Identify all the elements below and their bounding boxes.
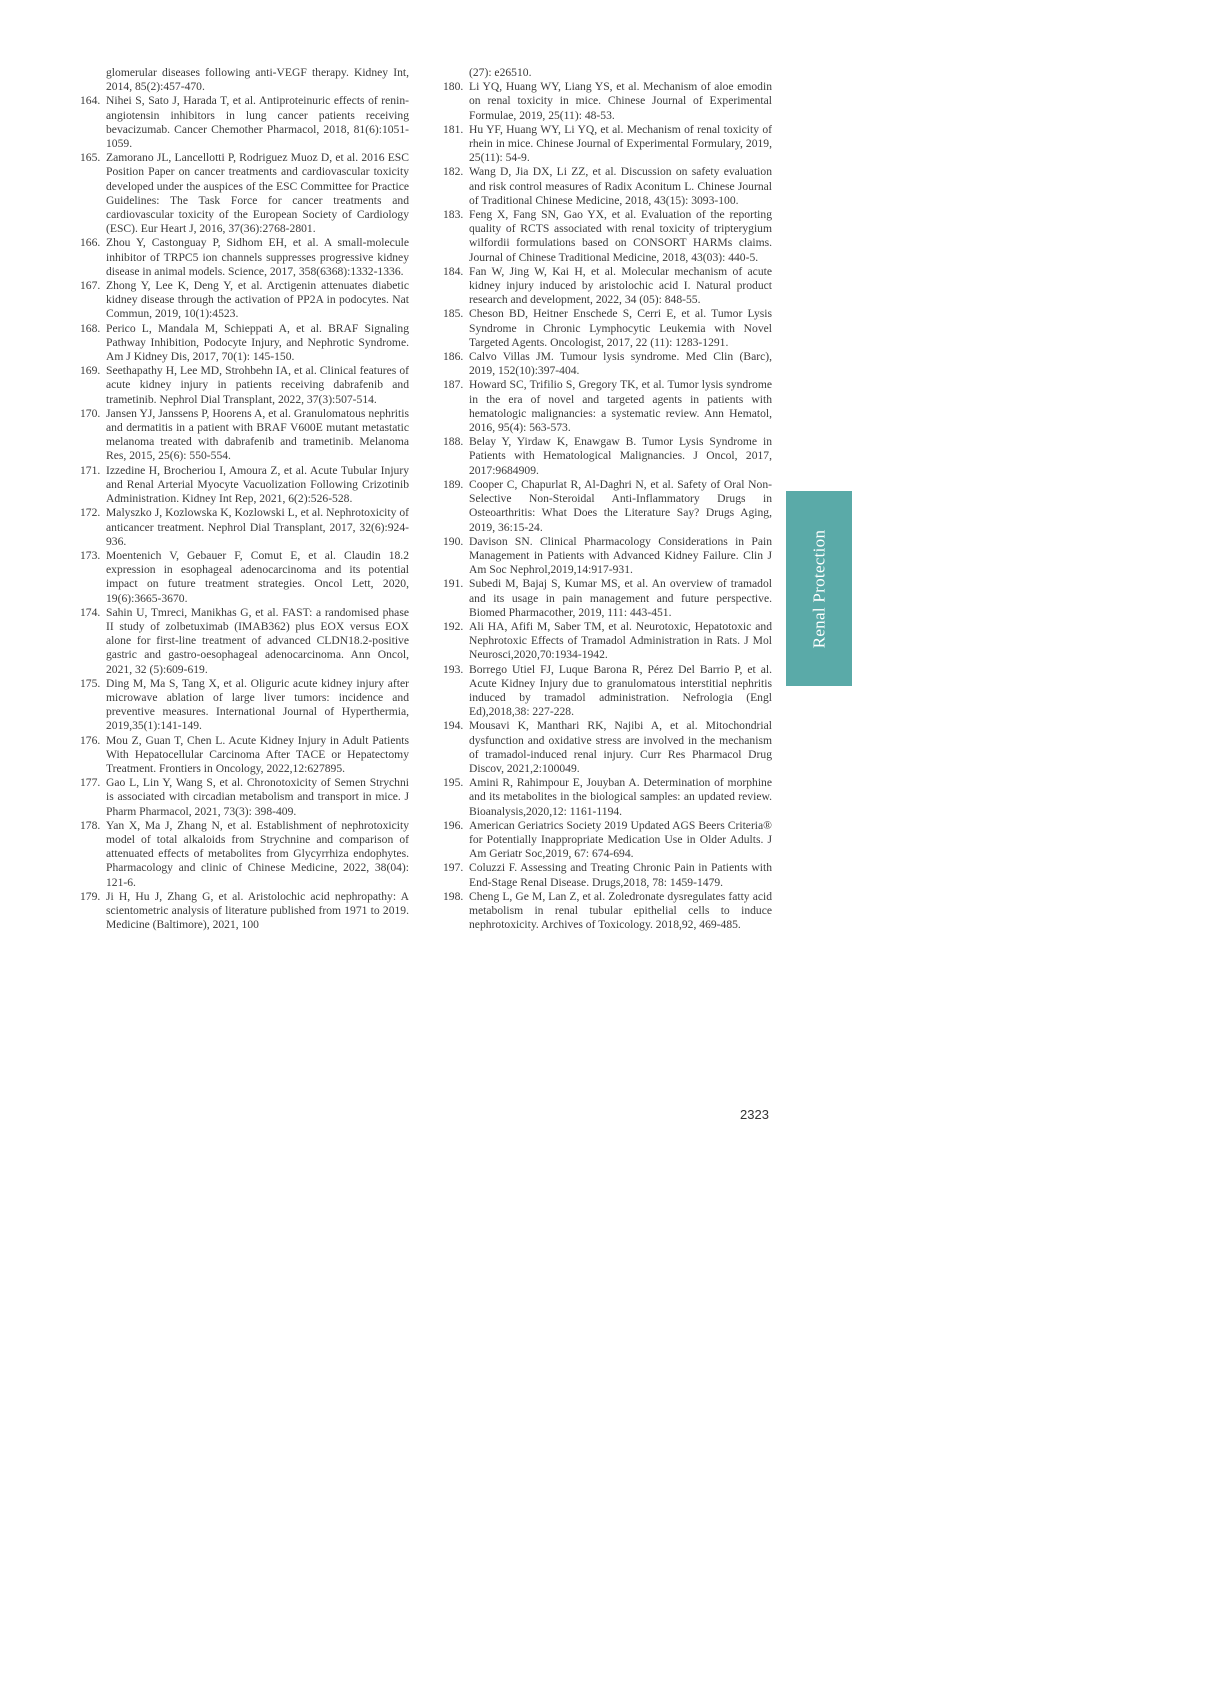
reference-item <box>443 435 772 478</box>
reference-item <box>443 889 772 933</box>
reference-number: 166. <box>80 236 101 250</box>
reference-item <box>80 94 409 151</box>
reference-item <box>80 236 409 279</box>
reference-item <box>80 463 409 507</box>
reference-number: 197. <box>443 861 464 875</box>
reference-text: Mousavi K, Manthari RK, Najibi A, et al. Mitochondrial dysfunction and oxidative stress are involved in the mechanism of tramadol-induced renal injury. Curr Res Pharmacol Drug Discov, 2021,2:100049. <box>469 719 772 775</box>
reference-text: Ali HA, Afifi M, Saber TM, et al. Neurotoxic, Hepatotoxic and Nephrotoxic Effects of Tramadol Administration in Rats. J Mol Neurosci,2020,70:1934-1942. <box>469 619 772 662</box>
reference-number: 181. <box>443 122 464 136</box>
reference-item <box>443 477 772 535</box>
reference-item <box>443 350 772 378</box>
reference-text: Wang D, Jia DX, Li ZZ, et al. Discussion on safety evaluation and risk control measures of Radix Aconitum L. Chinese Journal of Traditional Chinese Medicine, 2018, 43(15): 3093-100. <box>469 165 772 207</box>
reference-number: 185. <box>443 307 464 321</box>
reference-item <box>80 279 409 322</box>
reference-text: Zhong Y, Lee K, Deng Y, et al. Arctigenin attenuates diabetic kidney disease through the activation of PP2A in podocytes. Nat Commun, 2019, 10(1):4523. <box>106 279 409 321</box>
reference-text: Fan W, Jing W, Kai H, et al. Molecular mechanism of acute kidney injury induced by aristolochic acid I. Natural product research and development, 2022, 34 (05): 848-55. <box>469 264 772 307</box>
section-side-tab <box>786 491 852 686</box>
reference-text: Howard SC, Trifilio S, Gregory TK, et al. Tumor lysis syndrome in the era of novel and targeted agents in patients with hematologic malignancies: a systematic review. Ann Hematol, 2016, 95(4): 563-573. <box>469 378 772 435</box>
reference-text: Sahin U, Tmreci, Manikhas G, et al. FAST: a randomised phase II study of zolbetuximab (IMAB362) plus EOX versus EOX alone for first-line treatment of advanced CLDN18.2-positive gastric and gastro-oesophageal adenocarcinoma. Ann Oncol, 2021, 32 (5):609-619. <box>106 605 409 676</box>
reference-item <box>80 151 409 236</box>
reference-text: Li YQ, Huang WY, Liang YS, et al. Mechanism of aloe emodin on renal toxicity in mice. Chinese Journal of Experimental Formulae, 2019, 25(11): 48-53. <box>469 80 772 122</box>
reference-text: Zhou Y, Castonguay P, Sidhom EH, et al. A small-molecule inhibitor of TRPC5 ion channels suppresses progressive kidney disease in animal models. Science, 2017, 358(6368):1332-1336. <box>106 236 409 278</box>
reference-number: 180. <box>443 80 464 94</box>
reference-number: 196. <box>443 818 464 832</box>
reference-number: 190. <box>443 534 464 548</box>
reference-continuation: (27): e26510. <box>469 66 532 79</box>
reference-number: 169. <box>80 364 101 378</box>
reference-text: Belay Y, Yirdaw K, Enawgaw B. Tumor Lysis Syndrome in Patients with Hematological Malignancies. J Oncol, 2017, 2017:9684909. <box>469 435 772 477</box>
reference-number: 195. <box>443 776 464 790</box>
reference-text: Moentenich V, Gebauer F, Comut E, et al. Claudin 18.2 expression in esophageal adenocarcinoma and its potential impact on future treatment strategies. Oncol Lett, 2020, 19(6):3665-3670. <box>106 548 409 605</box>
reference-list-right <box>443 80 772 932</box>
reference-item <box>443 861 772 889</box>
reference-text: Ding M, Ma S, Tang X, et al. Oliguric acute kidney injury after microwave ablation of large liver tumors: incidence and preventive measures. International Journal of Hyperthermia, 2019,35(1):141-149. <box>106 676 409 733</box>
reference-number: 191. <box>443 577 464 591</box>
reference-item <box>80 818 409 890</box>
reference-text: Malyszko J, Kozlowska K, Kozlowski L, et al. Nephrotoxicity of anticancer treatment. Nephrol Dial Transplant, 2017, 32(6):924-936. <box>106 506 409 548</box>
reference-text: Izzedine H, Brocheriou I, Amoura Z, et al. Acute Tubular Injury and Renal Arterial Myocyte Vacuolization Following Crizotinib Administration. Kidney Int Rep, 2021, 6(2):526-528. <box>106 463 409 506</box>
reference-number: 179. <box>80 889 101 903</box>
reference-number: 172. <box>80 506 101 520</box>
reference-item <box>443 307 772 350</box>
reference-number: 192. <box>443 619 464 633</box>
reference-list-left <box>80 94 409 932</box>
reference-number: 167. <box>80 279 101 293</box>
reference-item <box>80 548 409 606</box>
reference-item <box>80 321 409 365</box>
reference-text: Nihei S, Sato J, Harada T, et al. Antiproteinuric effects of renin-angiotensin inhibitors in lung cancer patients receiving bevacizumab. Cancer Chemother Pharmacol, 2018, 81(6):1051-1059. <box>106 94 409 151</box>
reference-number: 188. <box>443 435 464 449</box>
reference-item <box>80 406 409 464</box>
reference-text: Borrego Utiel FJ, Luque Barona R, Pérez Del Barrio P, et al. Acute Kidney Injury due to granulomatous interstitial nephritis induced by tramadol administration. Nefrologia (Engl Ed),2018,38: 227-228. <box>469 662 772 719</box>
reference-text: Yan X, Ma J, Zhang N, et al. Establishment of nephrotoxicity model of total alkaloids from Strychnine and comparison of attenuated effects of metabolites from Glycyrrhiza endophytes. Pharmacology and clinic of Chinese Medicine, 2022, 38(04): 121-6. <box>106 818 409 889</box>
reference-item <box>80 364 409 407</box>
reference-item <box>443 619 772 663</box>
reference-item <box>443 80 772 123</box>
reference-text: American Geriatrics Society 2019 Updated AGS Beers Criteria® for Potentially Inappropriate Medication Use in Older Adults. J Am Geriatr Soc,2019, 67: 674-694. <box>469 818 772 861</box>
reference-item <box>80 776 409 819</box>
reference-item <box>80 506 409 549</box>
reference-continuation: glomerular diseases following anti-VEGF therapy. Kidney Int, 2014, 85(2):457-470. <box>106 66 409 94</box>
reference-item <box>443 264 772 308</box>
reference-number: 173. <box>80 548 101 562</box>
reference-text: Jansen YJ, Janssens P, Hoorens A, et al. Granulomatous nephritis and dermatitis in a patient with BRAF V600E mutant metastatic melanoma treated with dabrafenib and trametinib. Melanoma Res, 2015, 25(6): 550-554. <box>106 406 409 463</box>
reference-number: 175. <box>80 676 101 690</box>
reference-item <box>443 662 772 720</box>
reference-item <box>443 776 772 819</box>
reference-item <box>443 818 772 862</box>
reference-item <box>443 122 772 166</box>
reference-number: 168. <box>80 321 101 335</box>
reference-text: Subedi M, Bajaj S, Kumar MS, et al. An overview of tramadol and its usage in pain management and future perspective. Biomed Pharmacother, 2019, 111: 443-451. <box>469 577 772 619</box>
reference-number: 182. <box>443 165 464 179</box>
reference-item <box>80 733 409 777</box>
reference-number: 170. <box>80 406 101 420</box>
reference-number: 186. <box>443 350 464 364</box>
reference-number: 177. <box>80 776 101 790</box>
reference-number: 174. <box>80 605 101 619</box>
reference-number: 193. <box>443 662 464 676</box>
page-number: 2323 <box>740 1107 769 1122</box>
reference-item <box>443 534 772 578</box>
reference-number: 164. <box>80 94 101 108</box>
reference-number: 198. <box>443 889 464 903</box>
references-left-column <box>80 66 409 932</box>
reference-text: Mou Z, Guan T, Chen L. Acute Kidney Injury in Adult Patients With Hepatocellular Carcinoma After TACE or Hepatectomy Treatment. Frontiers in Oncology, 2022,12:627895. <box>106 733 409 775</box>
reference-text: Cheng L, Ge M, Lan Z, et al. Zoledronate dysregulates fatty acid metabolism in renal tubular epithelial cells to induce nephrotoxicity. Archives of Toxicology. 2018,92, 469-485. <box>469 889 772 932</box>
reference-number: 183. <box>443 208 464 222</box>
reference-text: Hu YF, Huang WY, Li YQ, et al. Mechanism of renal toxicity of rhein in mice. Chinese Journal of Experimental Formulary, 2019, 25(11): 54-9. <box>469 122 772 165</box>
reference-number: 165. <box>80 151 101 165</box>
reference-text: Feng X, Fang SN, Gao YX, et al. Evaluation of the reporting quality of RCTS associated with renal toxicity of tripterygium wilfordii formulations based on CONSORT HARMs claims. Journal of Chinese Traditional Medicine, 2018, 43(03): 440-5. <box>469 208 772 264</box>
reference-number: 184. <box>443 264 464 278</box>
reference-number: 178. <box>80 818 101 832</box>
reference-item <box>443 577 772 620</box>
section-side-tab-label: Renal Protection <box>809 529 828 648</box>
reference-item <box>443 208 772 265</box>
reference-text: Coluzzi F. Assessing and Treating Chronic Pain in Patients with End-Stage Renal Disease. Drugs,2018, 78: 1459-1479. <box>469 861 772 889</box>
reference-number: 194. <box>443 719 464 733</box>
references-right-column <box>443 66 772 932</box>
reference-item <box>80 889 409 933</box>
reference-item <box>443 719 772 776</box>
reference-text: Calvo Villas JM. Tumour lysis syndrome. Med Clin (Barc), 2019, 152(10):397-404. <box>469 350 772 378</box>
reference-text: Ji H, Hu J, Zhang G, et al. Aristolochic acid nephropathy: A scientometric analysis of literature published from 1971 to 2019. Medicine (Baltimore), 2021, 100 <box>106 889 409 932</box>
reference-number: 189. <box>443 477 464 491</box>
reference-text: Cheson BD, Heitner Enschede S, Cerri E, et al. Tumor Lysis Syndrome in Chronic Lymphocytic Leukemia with Novel Targeted Agents. Oncologist, 2017, 22 (11): 1283-1291. <box>469 307 772 349</box>
reference-item <box>443 378 772 435</box>
reference-number: 187. <box>443 378 464 392</box>
reference-text: Perico L, Mandala M, Schieppati A, et al. BRAF Signaling Pathway Inhibition, Podocyte Injury, and Nephrotic Syndrome. Am J Kidney Dis, 2017, 70(1): 145-150. <box>106 321 409 364</box>
reference-item <box>80 605 409 677</box>
reference-text: Amini R, Rahimpour E, Jouyban A. Determination of morphine and its metabolites in the biological samples: an updated review. Bioanalysis,2020,12: 1161-1194. <box>469 776 772 818</box>
reference-number: 176. <box>80 733 101 747</box>
reference-text: Seethapathy H, Lee MD, Strohbehn IA, et al. Clinical features of acute kidney injury in patients receiving dabrafenib and trametinib. Nephrol Dial Transplant, 2022, 37(3):507-514. <box>106 364 409 406</box>
reference-text: Zamorano JL, Lancellotti P, Rodriguez Muoz D, et al. 2016 ESC Position Paper on cancer treatments and cardiovascular toxicity developed under the auspices of the ESC Committee for Practice Guidelines: The Task Force for cancer treatments and cardiovascular toxicity of the European Society of Cardiology (ESC). Eur Heart J, 2016, 37(36):2768-2801. <box>106 151 409 236</box>
reference-item <box>443 165 772 208</box>
reference-item <box>80 676 409 734</box>
reference-text: Davison SN. Clinical Pharmacology Considerations in Pain Management in Patients with Advanced Kidney Failure. Clin J Am Soc Nephrol,2019,14:917-931. <box>469 534 772 577</box>
reference-text: Cooper C, Chapurlat R, Al-Daghri N, et al. Safety of Oral Non-Selective Non-Steroidal Anti-Inflammatory Drugs in Osteoarthritis: What Does the Literature Say? Drugs Aging, 2019, 36:15-24. <box>469 477 772 534</box>
reference-text: Gao L, Lin Y, Wang S, et al. Chronotoxicity of Semen Strychni is associated with circadian metabolism and transport in mice. J Pharm Pharmacol, 2021, 73(3): 398-409. <box>106 776 409 818</box>
reference-number: 171. <box>80 463 101 477</box>
